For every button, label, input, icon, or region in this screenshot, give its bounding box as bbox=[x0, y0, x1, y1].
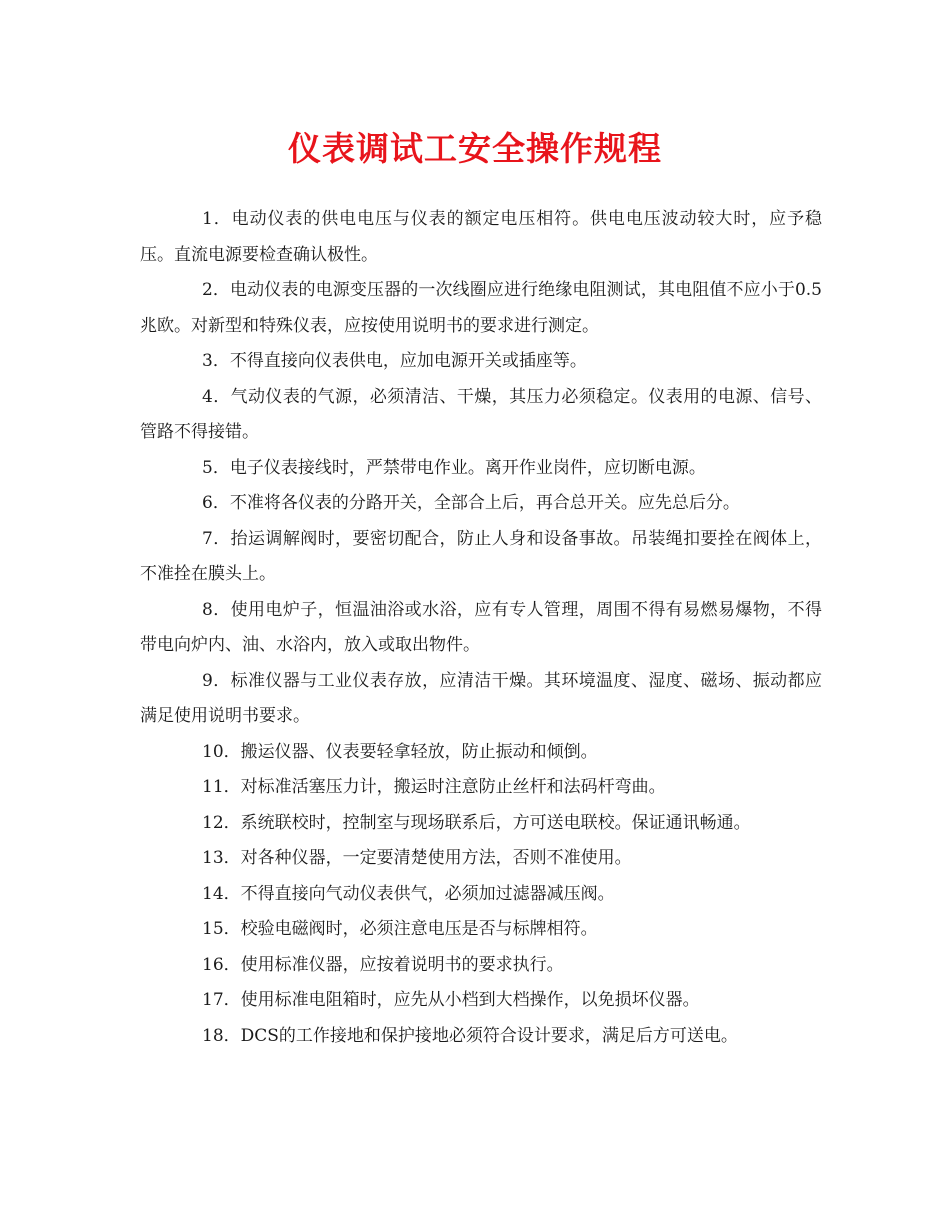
paragraph-13: 13．对各种仪器，一定要清楚使用方法，否则不准使用。 bbox=[202, 848, 632, 868]
paragraph-17: 17．使用标准电阻箱时，应先从小档到大档操作，以免损坏仪器。 bbox=[202, 990, 700, 1010]
paragraph-5: 5．电子仪表接线时，严禁带电作业。离开作业岗件，应切断电源。 bbox=[202, 457, 706, 478]
paragraph-8: 8．使用电炉子，恒温油浴或水浴，应有专人管理，周围不得有易燃易爆物，不得带电向炉内、油、水浴内，放入或取出物件。 bbox=[140, 599, 822, 655]
document-title: 仪表调试工安全操作规程 bbox=[288, 129, 662, 168]
paragraph-14: 14．不得直接向气动仪表供气，必须加过滤器减压阀。 bbox=[202, 883, 615, 904]
paragraph-1: 1．电动仪表的供电电压与仪表的额定电压相符。供电电压波动较大时，应予稳压。直流电源要检查确认极性。 bbox=[140, 209, 822, 265]
paragraph-10: 10．搬运仪器、仪表要轻拿轻放，防止振动和倾倒。 bbox=[202, 741, 598, 762]
paragraph-6: 6．不准将各仪表的分路开关，全部合上后，再合总开关。应先总后分。 bbox=[202, 493, 740, 513]
paragraph-16: 16．使用标准仪器，应按着说明书的要求执行。 bbox=[202, 954, 564, 975]
document-body bbox=[140, 202, 822, 1054]
paragraph-7: 7．抬运调解阀时，要密切配合，防止人身和设备事故。吊装绳扣要拴在阀体上，不准拴在膜头上。 bbox=[140, 528, 822, 584]
paragraph-4: 4．气动仪表的气源，必须清洁、干燥，其压力必须稳定。仪表用的电源、信号、管路不得接错。 bbox=[140, 386, 822, 442]
paragraph-9: 9．标准仪器与工业仪表存放，应清洁干燥。其环境温度、湿度、磁场、振动都应满足使用说明书要求。 bbox=[140, 670, 822, 726]
paragraph-15: 15．校验电磁阀时，必须注意电压是否与标牌相符。 bbox=[202, 919, 598, 939]
paragraph-12: 12．系统联校时，控制室与现场联系后，方可送电联校。保证通讯畅通。 bbox=[202, 812, 751, 833]
paragraph-18: 18．DCS的工作接地和保护接地必须符合设计要求，满足后方可送电。 bbox=[202, 1025, 738, 1046]
paragraph-11: 11．对标准活塞压力计，搬运时注意防止丝杆和法码杆弯曲。 bbox=[202, 777, 666, 797]
paragraph-3: 3．不得直接向仪表供电，应加电源开关或插座等。 bbox=[202, 351, 587, 371]
paragraph-2: 2．电动仪表的电源变压器的一次线圈应进行绝缘电阻测试，其电阻值不应小于0.5兆欧。对新型和特殊仪表，应按使用说明书的要求进行测定。 bbox=[140, 280, 822, 336]
